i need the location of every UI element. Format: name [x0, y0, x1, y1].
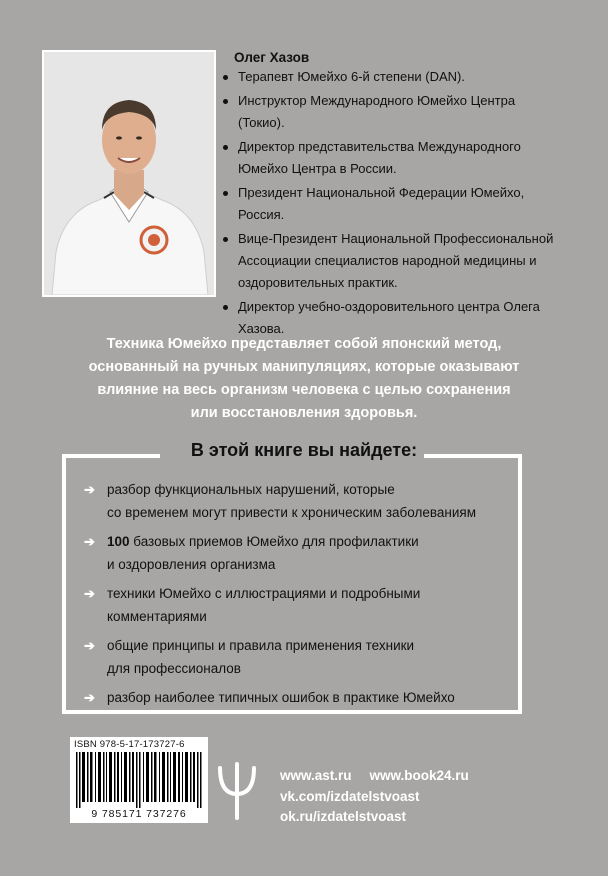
intro-paragraph	[40, 333, 568, 425]
arrow-icon: ➔	[84, 586, 95, 601]
list-item: ➔ 100 базовых приемов Юмейхо для профилактики и оздоровления организма	[84, 530, 504, 576]
arrow-icon: ➔	[84, 534, 95, 549]
barcode-bars	[76, 752, 202, 808]
author-bio-list	[222, 66, 562, 342]
intro-line: или восстановления здоровья.	[190, 405, 418, 421]
list-item: ➔ разбор наиболее типичных ошибок в практике Юмейхо	[84, 686, 504, 709]
link-vk[interactable]: vk.com/izdatelstvoast	[280, 788, 420, 804]
intro-line: основанный на ручных манипуляциях, которые оказывают	[88, 359, 520, 375]
arrow-icon: ➔	[84, 690, 95, 705]
frame-bottom	[62, 710, 522, 714]
isbn-label: ISBN 978-5-17-173727-6	[74, 739, 185, 750]
link-book24[interactable]: www.book24.ru	[369, 768, 469, 783]
link-ast[interactable]: www.ast.ru	[280, 768, 352, 783]
isbn-barcode	[70, 737, 208, 823]
list-item: ➔ техники Юмейхо с иллюстрациями и подробными комментариями	[84, 582, 504, 628]
contents-heading: В этой книге вы найдете:	[190, 440, 418, 460]
list-item: ➔ общие принципы и правила применения техники для профессионалов	[84, 634, 504, 680]
arrow-icon: ➔	[84, 638, 95, 653]
barcode-number: 9 785171 737276	[91, 808, 187, 820]
author-portrait-image	[44, 52, 214, 295]
author-photo	[44, 52, 214, 295]
author-photo-frame	[42, 50, 216, 297]
publisher-logo-icon	[216, 760, 258, 822]
bio-item: Вице-Президент Национальной Профессиональной Ассоциации специалистов народной медицины и оздоровительных практик.	[222, 228, 562, 294]
frame-right	[518, 454, 522, 714]
frame-left	[62, 454, 66, 714]
arrow-icon: ➔	[84, 482, 95, 497]
list-item: ➔ разбор функциональных нарушений, которые со временем могут привести к хроническим заболеваниям	[84, 478, 504, 524]
bio-item: Президент Национальной Федерации Юмейхо, Россия.	[222, 182, 562, 226]
intro-line: влияние на весь организм человека с целью сохранения	[97, 382, 511, 398]
link-ok[interactable]: ok.ru/izdatelstvoast	[280, 809, 407, 824]
intro-line: Техника Юмейхо представляет собой японский метод,	[106, 336, 502, 352]
bio-item: Терапевт Юмейхо 6-й степени (DAN).	[222, 66, 562, 88]
publisher-links	[280, 766, 469, 828]
bio-item: Директор представительства Международного Юмейхо Центра в России.	[222, 136, 562, 180]
contents-list	[84, 478, 504, 709]
bio-item: Директор учебно-оздоровительного центра Олега Хазова.	[222, 296, 562, 340]
author-name: Олег Хазов	[234, 50, 310, 65]
bio-item: Инструктор Международного Юмейхо Центра (Токио).	[222, 90, 562, 134]
